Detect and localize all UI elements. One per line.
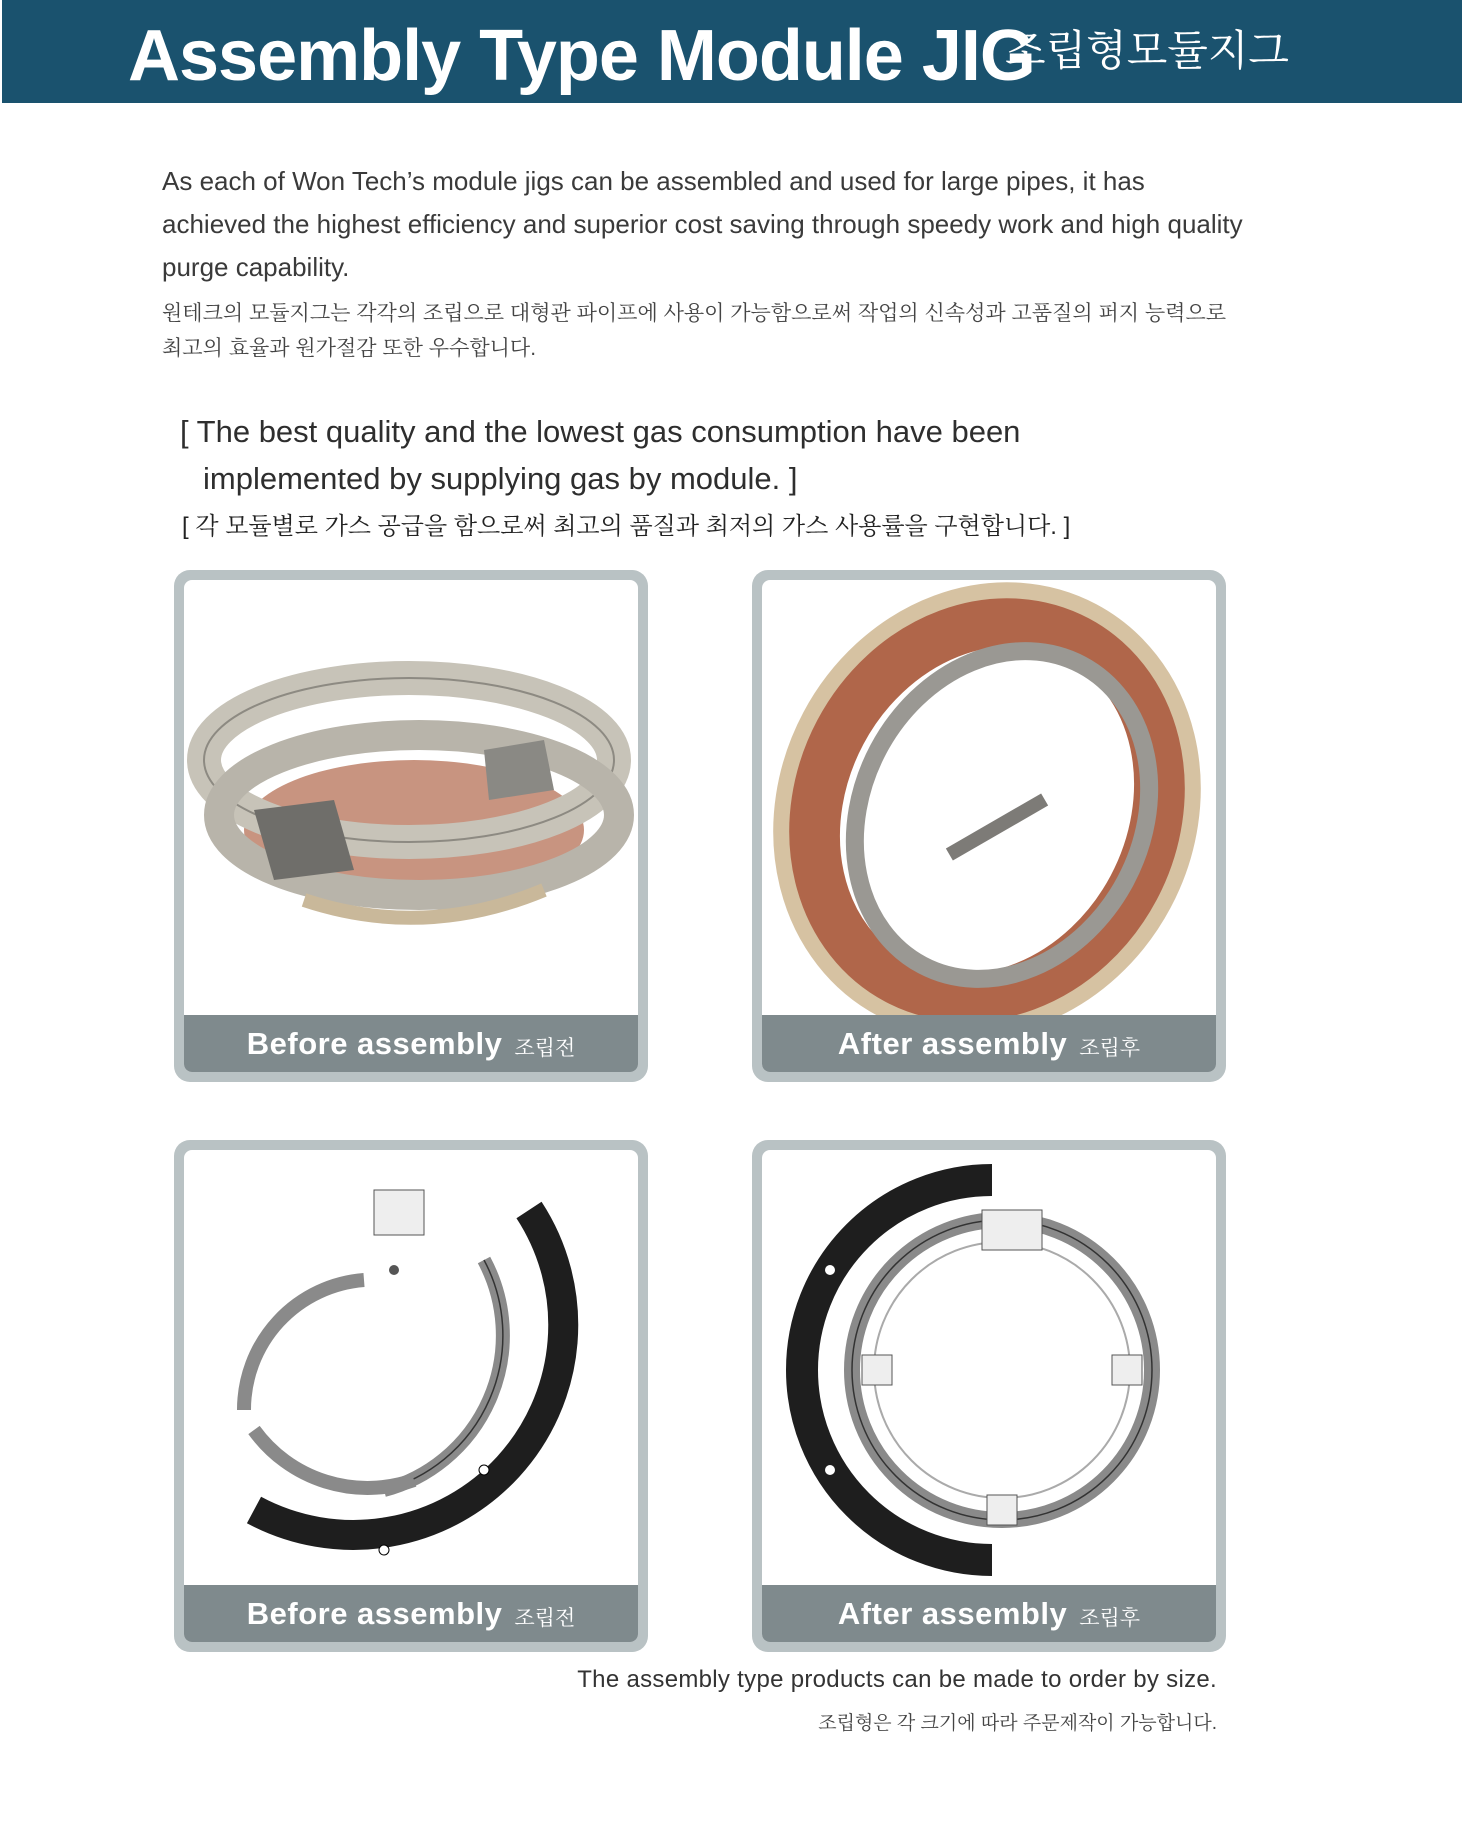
quote-line-1: [ The best quality and the lowest gas consumption have been xyxy=(180,414,1021,449)
panel-photo-before xyxy=(174,570,648,1082)
jig-segments-photo xyxy=(184,580,638,1072)
caption-korean: 조립후 xyxy=(1079,1606,1141,1630)
highlight-quote-korean: [ 각 모듈별로 가스 공급을 함으로써 최고의 품질과 최저의 가스 사용률을 구현합니다. ] xyxy=(182,513,1071,540)
caption-bar xyxy=(762,1015,1216,1072)
caption-bar xyxy=(184,1015,638,1072)
intro-english: As each of Won Tech’s module jigs can be assembled and used for large pipes, it has achieved the highest efficiency and superior cost saving through speedy work and high quality purge capability. xyxy=(162,166,1243,282)
caption-english: After assembly xyxy=(837,1025,1068,1061)
panel-photo-after xyxy=(752,570,1226,1082)
panel-drawing-before xyxy=(174,1140,648,1652)
panel-drawing-after xyxy=(752,1140,1226,1652)
quote-line-2: implemented by supplying gas by module. ] xyxy=(203,461,798,496)
page-title-korean: 조립형모듈지그 xyxy=(1005,27,1290,74)
intro-korean: 원테크의 모듈지그는 각각의 조립으로 대형관 파이프에 사용이 가능함으로써 작업의 신속성과 고품질의 퍼지 능력으로 최고의 효율과 원가절감 또한 우수합니다. xyxy=(162,302,1227,360)
caption-bar xyxy=(184,1585,638,1642)
caption-korean: 조립전 xyxy=(514,1036,576,1060)
highlight-quote-english xyxy=(180,408,1180,502)
footer-note-english: The assembly type products can be made to order by size. xyxy=(577,1666,1217,1693)
exploded-ring-drawing xyxy=(184,1150,638,1642)
caption-bar xyxy=(762,1585,1216,1642)
caption-korean: 조립전 xyxy=(514,1606,576,1630)
jig-assembled-photo xyxy=(762,580,1216,1072)
photo-before-image xyxy=(184,580,638,1072)
header-banner xyxy=(2,0,1462,103)
photo-after-image xyxy=(762,580,1216,1072)
drawing-after-image xyxy=(762,1150,1216,1642)
caption-english: Before assembly xyxy=(246,1595,503,1631)
page-title: Assembly Type Module JIG xyxy=(128,16,1035,96)
drawing-before-image xyxy=(184,1150,638,1642)
caption-korean: 조립후 xyxy=(1079,1036,1141,1060)
caption-english: Before assembly xyxy=(246,1025,503,1061)
footer-note-korean: 조립형은 각 크기에 따라 주문제작이 가능합니다. xyxy=(818,1713,1217,1734)
assembled-ring-drawing xyxy=(762,1150,1216,1642)
caption-english: After assembly xyxy=(837,1595,1068,1631)
